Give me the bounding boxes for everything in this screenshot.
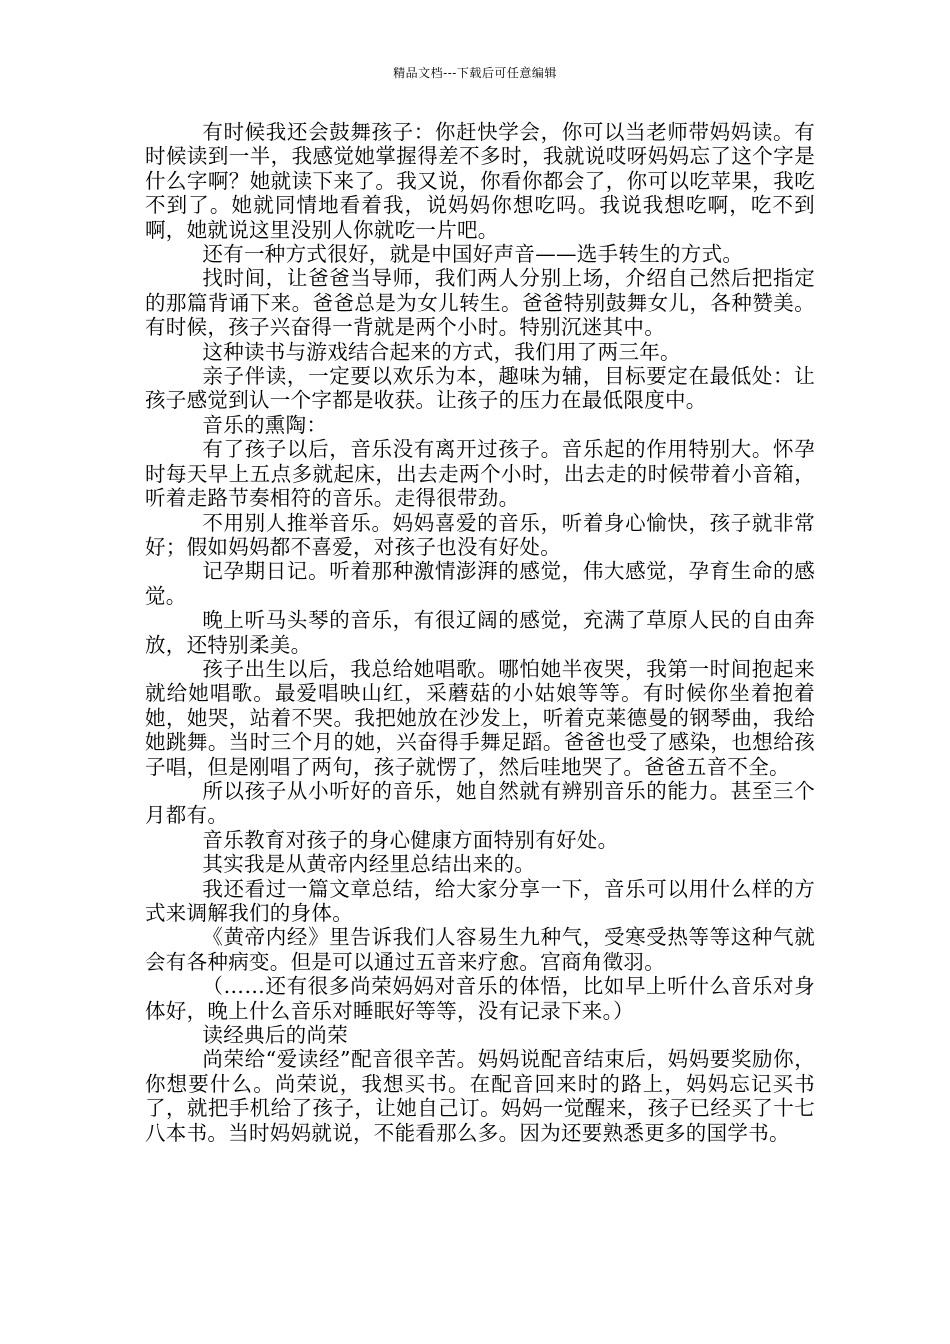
paragraph: 这种读书与游戏结合起来的方式，我们用了两三年。	[202, 339, 681, 364]
section-heading-after-classics: 读经典后的尚荣	[202, 1023, 348, 1048]
paragraph: 有时候我还会鼓舞孩子：你赶快学会，你可以当老师带妈妈读。有时候读到一半，我感觉她掌握得差不多时，我就说哎呀妈妈忘了这个字是什么字啊？她就读下来了。我又说，你看你都会了，你可以吃苹果，我吃不到了。她就同情地看着我，说妈妈你想吃吗。我说我想吃啊，吃不到啊，她就说这里没别人你就吃一片吧。	[145, 120, 815, 242]
paragraph: 孩子出生以后，我总给她唱歌。哪怕她半夜哭，我第一时间抱起来就给她唱歌。最爱唱映山红，采蘑菇的小姑娘等等。有时候你坐着抱着她，她哭，站着不哭。我把她放在沙发上，听着克莱德曼的钢琴曲，我给她跳舞。当时三个月的她，兴奋得手舞足蹈。爸爸也受了感染，也想给孩子唱，但是刚唱了两句，孩子就愣了，然后哇地哭了。爸爸五音不全。	[145, 656, 815, 779]
paragraph: 找时间，让爸爸当导师，我们两人分别上场，介绍自己然后把指定的那篇背诵下来。爸爸总是为女儿转生。爸爸特别鼓舞女儿，各种赞美。有时候，孩子兴奋得一背就是两个小时。特别沉迷其中。	[145, 266, 815, 340]
paragraph: 不用别人推举音乐。妈妈喜爱的音乐，听着身心愉快，孩子就非常好；假如妈妈都不喜爱，对孩子也没有好处。	[145, 510, 815, 559]
paragraph: 其实我是从黄帝内经里总结出来的。	[202, 852, 536, 877]
section-heading-music: 音乐的熏陶：	[202, 412, 328, 437]
paragraph: 《黄帝内经》里告诉我们人容易生九种气，受寒受热等等这种气就会有各种病变。但是可以通过五音来疗愈。宫商角徵羽。	[145, 925, 815, 974]
paragraph: 所以孩子从小听好的音乐，她自然就有辨别音乐的能力。甚至三个月都有。	[145, 778, 815, 828]
paragraph: 晚上听马头琴的音乐，有很辽阔的感觉，充满了草原人民的自由奔放，还特别柔美。	[145, 608, 815, 657]
paragraph: 尚荣给“爱读经”配音很辛苦。妈妈说配音结束后，妈妈要奖励你，你想要什么。尚荣说，我想买书。在配音回来时的路上，妈妈忘记买书了，就把手机给了孩子，让她自己订。妈妈一觉醒来，孩子已经买了十七八本书。当时妈妈就说，不能看那么多。因为还要熟悉更多的国学书。	[145, 1047, 815, 1145]
paragraph: 还有一种方式很好，就是中国好声音——选手转生的方式。	[202, 242, 744, 267]
paragraph: 我还看过一篇文章总结，给大家分享一下，音乐可以用什么样的方式来调解我们的身体。	[145, 876, 815, 925]
paragraph: 亲子伴读，一定要以欢乐为本，趣味为辅，目标要定在最低处：让孩子感觉到认一个字都是收获。让孩子的压力在最低限度中。	[145, 364, 815, 413]
paragraph: （……还有很多尚荣妈妈对音乐的体悟，比如早上听什么音乐对身体好，晚上什么音乐对睡眠好等等，没有记录下来。）	[145, 974, 815, 1023]
paragraph: 有了孩子以后，音乐没有离开过孩子。音乐起的作用特别大。怀孕时每天早上五点多就起床，出去走两个小时，出去走的时候带着小音箱，听着走路节奏相符的音乐。走得很带劲。	[145, 437, 815, 511]
paragraph: 音乐教育对孩子的身心健康方面特别有好处。	[202, 827, 619, 852]
paragraph: 记孕期日记。听着那种激情澎湃的感觉，伟大感觉，孕育生命的感觉。	[145, 559, 815, 608]
page-header: 精品文档---下载后可任意编辑	[393, 66, 557, 80]
document-body	[145, 120, 815, 1145]
